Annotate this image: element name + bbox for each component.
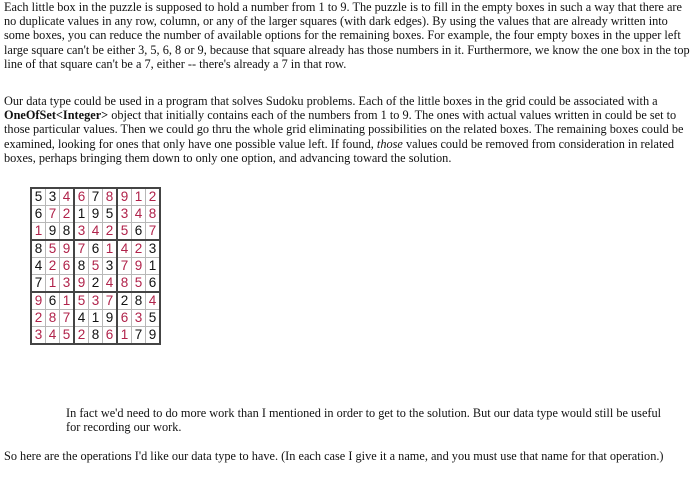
sudoku-cell: 4 bbox=[60, 188, 75, 206]
sudoku-cell: 9 bbox=[146, 327, 161, 345]
sudoku-cell: 4 bbox=[74, 310, 89, 327]
sudoku-cell: 3 bbox=[89, 292, 103, 310]
sudoku-cell: 3 bbox=[46, 188, 60, 206]
operations-intro-paragraph: So here are the operations I'd like our data type to have. (In each case I give it a name, and you must use that name for that operation.) bbox=[4, 449, 664, 463]
sudoku-cell: 2 bbox=[103, 223, 118, 241]
sudoku-cell: 4 bbox=[89, 223, 103, 241]
sudoku-cell: 3 bbox=[31, 327, 46, 345]
sudoku-cell: 6 bbox=[31, 206, 46, 223]
sudoku-cell: 7 bbox=[89, 188, 103, 206]
sudoku-cell: 2 bbox=[46, 258, 60, 275]
sudoku-cell: 7 bbox=[60, 310, 75, 327]
sudoku-cell: 6 bbox=[103, 327, 118, 345]
sudoku-cell: 8 bbox=[31, 240, 46, 258]
sudoku-cell: 7 bbox=[103, 292, 118, 310]
sudoku-cell: 8 bbox=[132, 292, 146, 310]
sudoku-cell: 9 bbox=[31, 292, 46, 310]
sudoku-cell: 7 bbox=[74, 240, 89, 258]
followup-paragraph: In fact we'd need to do more work than I mentioned in order to get to the solution. But our data type would still be useful for recording our work. bbox=[66, 406, 662, 435]
intro-paragraph: Each little box in the puzzle is supposed to hold a number from 1 to 9. The puzzle is to fill in the empty boxes in such a way that there are no duplicate values in any row, column, or any of the larger squares (with dark edges). By using the values that are already written into some boxes, you can reduce the number of available options for the remaining boxes. For example, the four empty boxes in the upper left large square can't be either 3, 5, 6, 8 or 9, because that square already has those numbers in it. Furthermore, we know the one box in the top line of that square can't be a 7, either -- there's already a 7 in that row. bbox=[4, 0, 690, 71]
sudoku-cell: 6 bbox=[60, 258, 75, 275]
sudoku-cell: 4 bbox=[117, 240, 132, 258]
sudoku-cell: 2 bbox=[60, 206, 75, 223]
sudoku-cell: 3 bbox=[103, 258, 118, 275]
sudoku-cell: 1 bbox=[31, 223, 46, 241]
sudoku-cell: 5 bbox=[74, 292, 89, 310]
sudoku-cell: 8 bbox=[146, 206, 161, 223]
sudoku-row bbox=[31, 223, 160, 241]
sudoku-cell: 6 bbox=[46, 292, 60, 310]
sudoku-cell: 6 bbox=[117, 310, 132, 327]
sudoku-cell: 9 bbox=[117, 188, 132, 206]
sudoku-cell: 4 bbox=[31, 258, 46, 275]
sudoku-cell: 1 bbox=[46, 275, 60, 293]
sudoku-cell: 1 bbox=[89, 310, 103, 327]
sudoku-cell: 5 bbox=[132, 275, 146, 293]
sudoku-cell: 3 bbox=[117, 206, 132, 223]
sudoku-solver-paragraph bbox=[4, 94, 696, 165]
sudoku-cell: 4 bbox=[146, 292, 161, 310]
sudoku-row bbox=[31, 240, 160, 258]
sudoku-cell: 9 bbox=[103, 310, 118, 327]
sudoku-row bbox=[31, 310, 160, 327]
sudoku-cell: 8 bbox=[74, 258, 89, 275]
sudoku-grid bbox=[30, 187, 161, 345]
sudoku-cell: 9 bbox=[89, 206, 103, 223]
sudoku-cell: 2 bbox=[146, 188, 161, 206]
sudoku-cell: 5 bbox=[60, 327, 75, 345]
sudoku-row bbox=[31, 292, 160, 310]
sudoku-cell: 8 bbox=[46, 310, 60, 327]
sudoku-cell: 2 bbox=[89, 275, 103, 293]
sudoku-row bbox=[31, 206, 160, 223]
sudoku-cell: 1 bbox=[132, 188, 146, 206]
sudoku-row bbox=[31, 188, 160, 206]
sudoku-cell: 8 bbox=[103, 188, 118, 206]
sudoku-cell: 8 bbox=[60, 223, 75, 241]
sudoku-cell: 2 bbox=[117, 292, 132, 310]
sudoku-cell: 7 bbox=[117, 258, 132, 275]
sudoku-cell: 9 bbox=[132, 258, 146, 275]
paragraph-text-after: values could be removed from consideration in related boxes, perhaps bringing them down to only one option, and advancing toward the solution. bbox=[4, 136, 675, 165]
sudoku-cell: 8 bbox=[117, 275, 132, 293]
sudoku-cell: 1 bbox=[74, 206, 89, 223]
sudoku-cell: 5 bbox=[89, 258, 103, 275]
sudoku-cell: 1 bbox=[117, 327, 132, 345]
sudoku-cell: 5 bbox=[31, 188, 46, 206]
paragraph-text-before: Our data type could be used in a program that solves Sudoku problems. Each of the little boxes in the grid could be associated with a bbox=[4, 94, 658, 108]
emphasis-text: those bbox=[376, 136, 403, 151]
sudoku-cell: 5 bbox=[46, 240, 60, 258]
sudoku-cell: 8 bbox=[89, 327, 103, 345]
sudoku-cell: 6 bbox=[89, 240, 103, 258]
sudoku-cell: 2 bbox=[132, 240, 146, 258]
sudoku-cell: 1 bbox=[146, 258, 161, 275]
sudoku-cell: 6 bbox=[74, 188, 89, 206]
sudoku-cell: 3 bbox=[146, 240, 161, 258]
sudoku-cell: 7 bbox=[46, 206, 60, 223]
sudoku-row bbox=[31, 258, 160, 275]
sudoku-cell: 9 bbox=[46, 223, 60, 241]
sudoku-cell: 5 bbox=[146, 310, 161, 327]
sudoku-cell: 9 bbox=[60, 240, 75, 258]
sudoku-cell: 4 bbox=[103, 275, 118, 293]
sudoku-cell: 3 bbox=[132, 310, 146, 327]
paragraph-text-middle: object that initially contains each of the numbers from 1 to 9. The ones with actual values written in could be set to those particular values. Then we could go thru the whole grid eliminating possibilities on the related boxes. The remaining boxes could be examined, looking for ones that only have one possible value left. If found, bbox=[4, 108, 684, 151]
class-name: OneOfSet<Integer> bbox=[4, 108, 109, 123]
sudoku-cell: 3 bbox=[60, 275, 75, 293]
sudoku-cell: 9 bbox=[74, 275, 89, 293]
sudoku-cell: 1 bbox=[103, 240, 118, 258]
sudoku-row bbox=[31, 327, 160, 345]
sudoku-cell: 6 bbox=[146, 275, 161, 293]
sudoku-cell: 6 bbox=[132, 223, 146, 241]
sudoku-cell: 4 bbox=[132, 206, 146, 223]
sudoku-cell: 5 bbox=[103, 206, 118, 223]
sudoku-cell: 7 bbox=[31, 275, 46, 293]
sudoku-cell: 1 bbox=[60, 292, 75, 310]
sudoku-cell: 2 bbox=[31, 310, 46, 327]
sudoku-cell: 2 bbox=[74, 327, 89, 345]
sudoku-cell: 7 bbox=[146, 223, 161, 241]
sudoku-cell: 3 bbox=[74, 223, 89, 241]
sudoku-row bbox=[31, 275, 160, 293]
sudoku-cell: 7 bbox=[132, 327, 146, 345]
sudoku-cell: 4 bbox=[46, 327, 60, 345]
sudoku-cell: 5 bbox=[117, 223, 132, 241]
